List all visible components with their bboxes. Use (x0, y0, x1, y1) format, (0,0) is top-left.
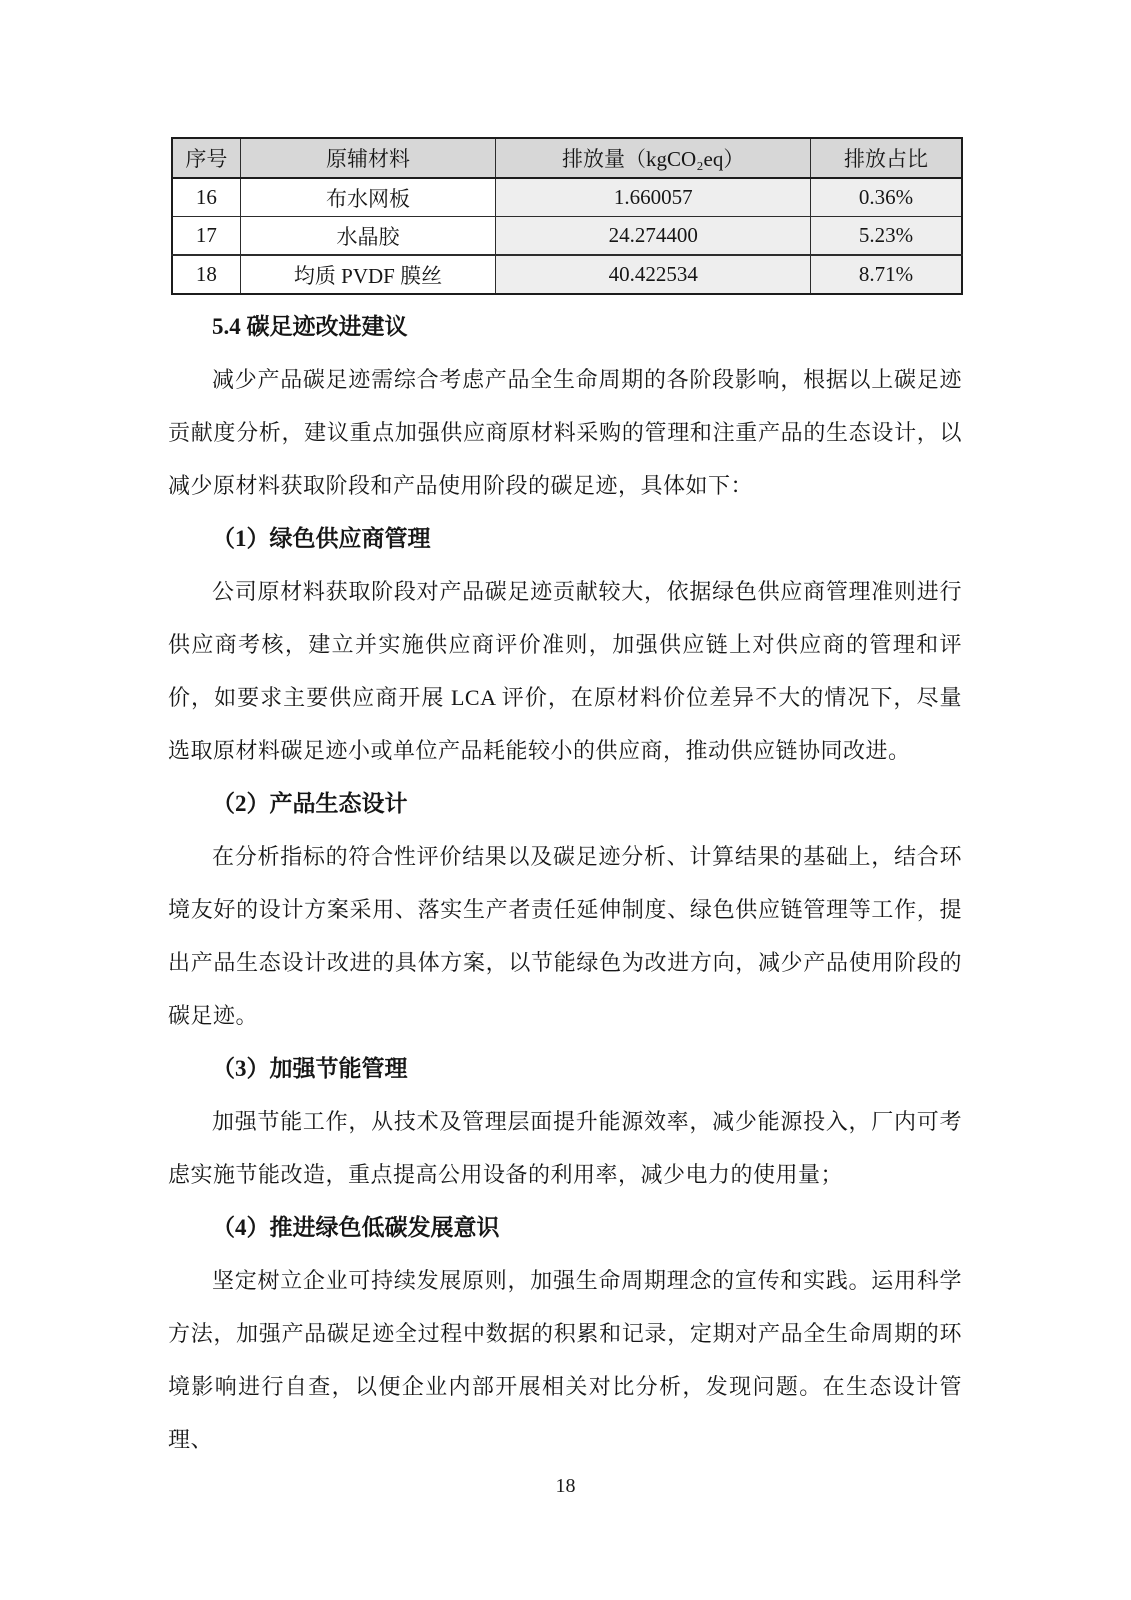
item-heading-3: （3）加强节能管理 (212, 1056, 408, 1081)
emissions-table (171, 137, 963, 295)
cell-emission: 24.274400 (496, 217, 811, 256)
section-heading-5-4: 5.4 碳足迹改进建议 (212, 314, 408, 339)
item-heading-4: （4）推进绿色低碳发展意识 (212, 1215, 500, 1240)
cell-material: 布水网板 (240, 178, 496, 217)
cell-share: 0.36% (811, 178, 962, 217)
cell-material: 均质 PVDF 膜丝 (240, 255, 496, 294)
item-paragraph-2: 在分析指标的符合性评价结果以及碳足迹分析、计算结果的基础上，结合环境友好的设计方案采用、落实生产者责任延伸制度、绿色供应链管理等工作，提出产品生态设计改进的具体方案，以节能绿色为改进方向，减少产品使用阶段的碳足迹。 (168, 844, 962, 1028)
cell-no: 17 (172, 217, 240, 256)
cell-share: 8.71% (811, 255, 962, 294)
item-heading-1: （1）绿色供应商管理 (212, 526, 431, 551)
item-paragraph-4: 坚定树立企业可持续发展原则，加强生命周期理念的宣传和实践。运用科学方法，加强产品碳足迹全过程中数据的积累和记录，定期对产品全生命周期的环境影响进行自查，以便企业内部开展相关对比分析，发现问题。在生态设计管理、 (168, 1268, 962, 1452)
item-paragraph-3: 加强节能工作，从技术及管理层面提升能源效率，减少能源投入，厂内可考虑实施节能改造，重点提高公用设备的利用率，减少电力的使用量； (168, 1109, 962, 1187)
table-header-emission: 排放量（kgCO₂eq） (496, 138, 811, 178)
item-heading-2: （2）产品生态设计 (212, 791, 408, 816)
cell-emission: 40.422534 (496, 255, 811, 294)
cell-emission: 1.660057 (496, 178, 811, 217)
table-header-material: 原辅材料 (240, 138, 496, 178)
intro-paragraph: 减少产品碳足迹需综合考虑产品全生命周期的各阶段影响，根据以上碳足迹贡献度分析，建议重点加强供应商原材料采购的管理和注重产品的生态设计，以减少原材料获取阶段和产品使用阶段的碳足迹，具体如下： (168, 367, 962, 498)
item-paragraph-1: 公司原材料获取阶段对产品碳足迹贡献较大，依据绿色供应商管理准则进行供应商考核，建立并实施供应商评价准则，加强供应链上对供应商的管理和评价，如要求主要供应商开展 LCA 评价，在原材料价位差异不大的情况下，尽量选取原材料碳足迹小或单位产品耗能较小的供应商，推动供应链协同改进。 (168, 579, 962, 763)
cell-no: 16 (172, 178, 240, 217)
table-row (172, 178, 962, 217)
table-header-row (172, 138, 962, 178)
page-number: 18 (555, 1475, 576, 1497)
cell-material: 水晶胶 (240, 217, 496, 256)
cell-no: 18 (172, 255, 240, 294)
table-header-share: 排放占比 (811, 138, 962, 178)
table-row (172, 255, 962, 294)
cell-share: 5.23% (811, 217, 962, 256)
table-header-no: 序号 (172, 138, 240, 178)
table-row (172, 217, 962, 256)
